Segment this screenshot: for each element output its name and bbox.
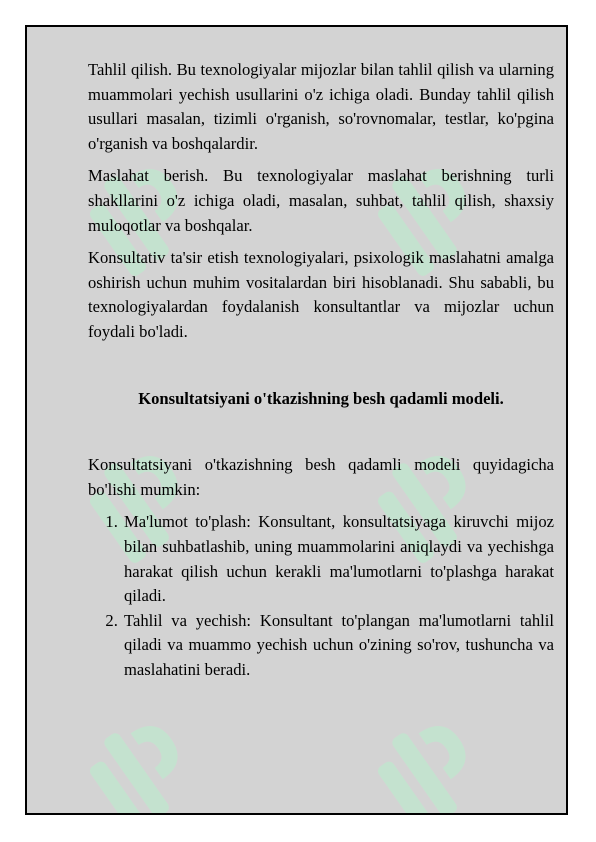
list-item: 2. Tahlil va yechish: Konsultant to'plangan ma'lumotlarni tahlil qiladi va muammo yechish uchun o'zining so'rov, tushuncha va maslahatini beradi.: [122, 609, 554, 683]
paragraph-tahlil: Tahlil qilish. Bu texnologiyalar mijozlar bilan tahlil qilish va ularning muammolari yechish usullarini o'z ichiga oladi. Bunday tahlil qilish usullari masalan, tizimli o'rganish, so'rovnomalar, testlar, ko'pgina o'rganish va boshqalardir.: [88, 60, 554, 153]
watermark-logo-icon: [79, 692, 229, 815]
paragraph-maslahat: Maslahat berish. Bu texnologiyalar maslahat berishning turli shakllarini o'z ichiga oladi, masalan, suhbat, tahlil qilish, shaxsiy muloqotlar va boshqalar.: [88, 166, 554, 235]
list-item: 1. Ma'lumot to'plash: Konsultant, konsultatsiyaga kiruvchi mijoz bilan suhbatlashib, uning muammolarini aniqlaydi va yechishga harakat qilish uchun kerakli ma'lumotlarni to'plashga harakat qiladi.: [122, 510, 554, 608]
paragraph-konsultativ: Konsultativ ta'sir etish texnologiyalari, psixologik maslahatni amalga oshirish uchun muhim vositalardan biri hisoblanadi. Shu sababli, bu texnologiyalardan foydalanish konsultantlar va mijozlar uchun foydali bo'ladi.: [88, 248, 554, 341]
intro-paragraph: Konsultatsiyani o'tkazishning besh qadamli modeli quyidagicha bo'lishi mumkin:: [88, 455, 554, 499]
page-frame: [25, 25, 568, 815]
document-body: [88, 58, 554, 682]
watermark-logo-icon: [367, 692, 517, 815]
section-heading: Konsultatsiyani o'tkazishning besh qadamli modeli.: [138, 388, 504, 408]
steps-list: [88, 510, 554, 682]
